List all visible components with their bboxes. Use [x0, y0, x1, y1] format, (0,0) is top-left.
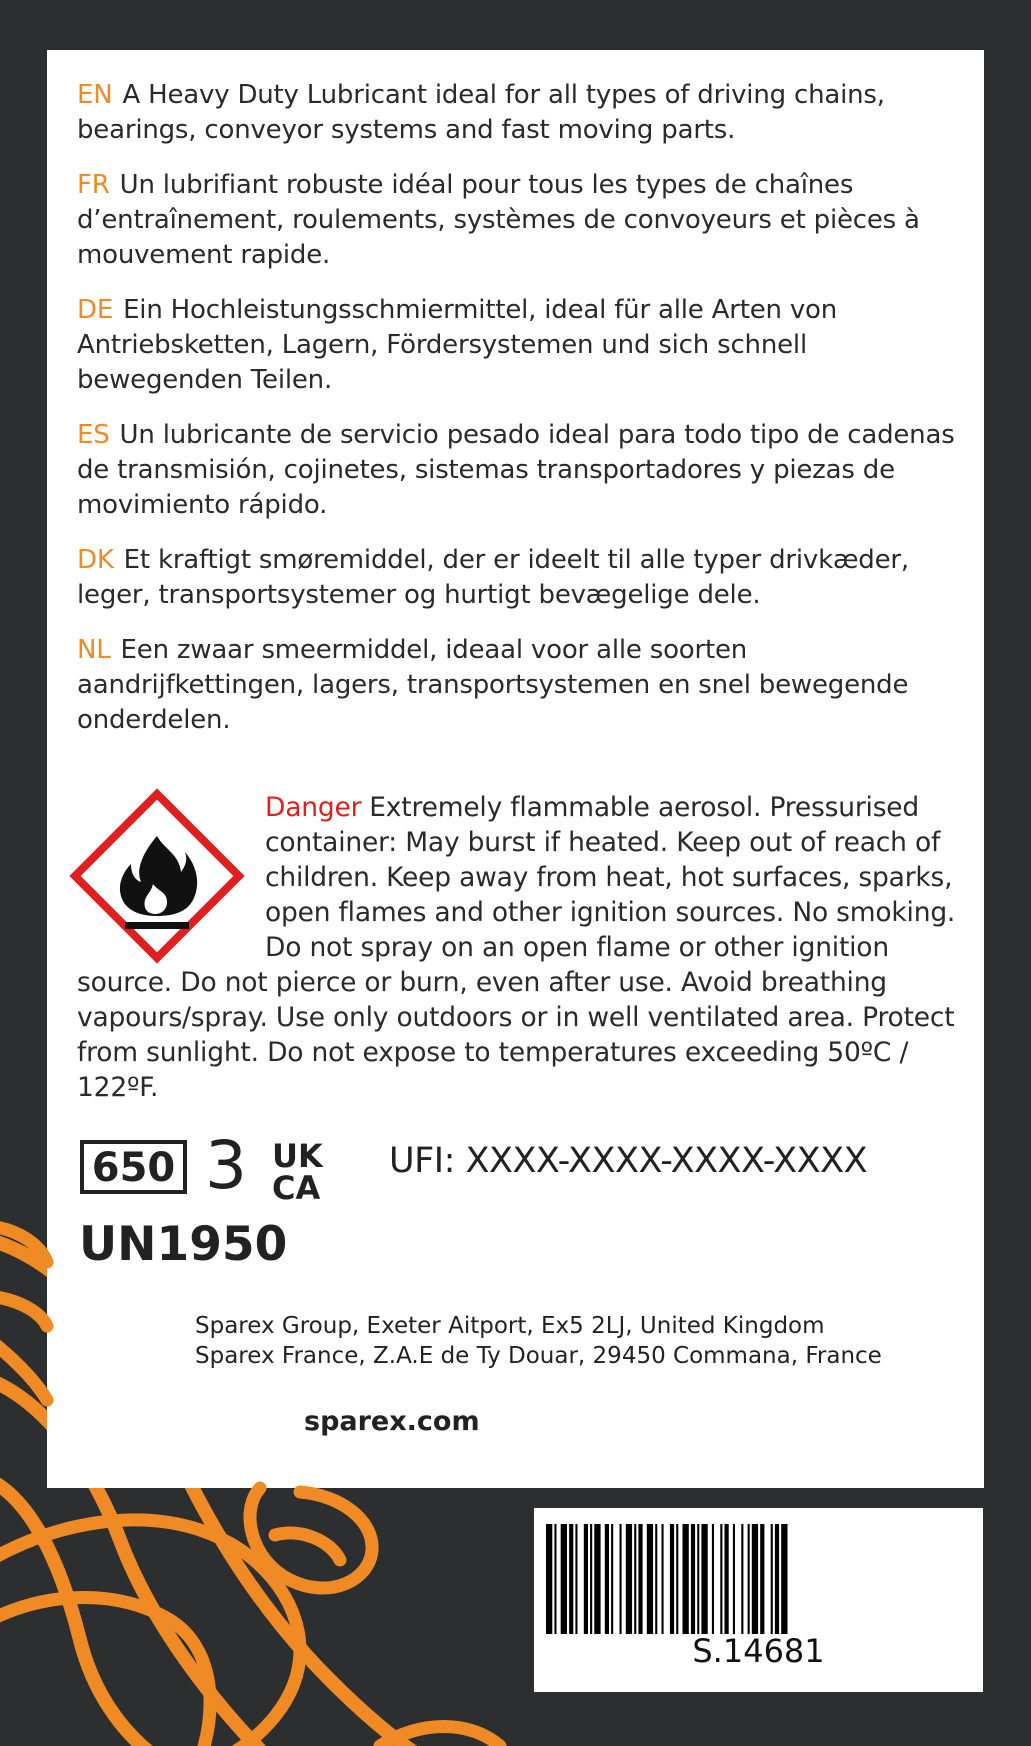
barcode-bar	[594, 1524, 600, 1634]
barcode-bars	[544, 1524, 974, 1634]
description-nl	[77, 633, 964, 738]
language-code: DK	[77, 545, 114, 575]
product-label	[47, 50, 984, 1488]
barcode-bar	[561, 1524, 567, 1634]
language-code: FR	[77, 170, 110, 200]
barcode-bar	[683, 1524, 689, 1634]
hazard-text: Extremely flammable aerosol. Pressurised container: May burst if heated. Keep out of reach of children. Keep away from heat, hot surfaces, sparks, open flames and other ignition sources. No smoking. Do not spray on an open flame or other ignition source. Do not pierce or burn, even after use. Avoid breathing vapours/spray. Use only outdoors or in well ventilated area. Protect from sunlight. Do not expose to temperatures exceeding 50ºC / 122ºF.	[77, 792, 956, 1103]
barcode-bar	[781, 1524, 787, 1634]
barcode-bar	[771, 1524, 773, 1634]
barcode-bar	[760, 1524, 764, 1634]
description-text: Un lubrifiant robuste idéal pour tous les types de chaînes d’entraînement, roulements, systèmes de convoyeurs et pièces à mouvement rapide.	[77, 170, 920, 270]
barcode-bar	[611, 1524, 613, 1634]
barcode-bar	[605, 1524, 609, 1634]
barcode-bar	[569, 1524, 573, 1634]
barcode-bar	[701, 1524, 707, 1634]
ufi-code: UFI: XXXX-XXXX-XXXX-XXXX	[389, 1141, 868, 1181]
barcode-bar	[662, 1524, 664, 1634]
barcode-bar	[691, 1524, 695, 1634]
marks-row	[77, 1127, 964, 1207]
language-code: DE	[77, 295, 114, 325]
description-text: Un lubricante de servicio pesado ideal para todo tipo de cadenas de transmisión, cojinetes, sistemas transportadores y piezas de movimiento rápido.	[77, 420, 955, 520]
barcode-bar	[775, 1524, 779, 1634]
barcode-bar	[676, 1524, 678, 1634]
address-line-1: Sparex Group, Exeter Aitport, Ex5 2LJ, United Kingdom	[195, 1313, 825, 1339]
barcode-bar	[620, 1524, 622, 1634]
barcode-bar	[733, 1524, 735, 1634]
barcode-bar	[697, 1524, 699, 1634]
description-fr	[77, 168, 964, 273]
barcode-bar	[584, 1524, 588, 1634]
signal-word: Danger	[265, 792, 362, 823]
ukca-mark	[272, 1139, 338, 1201]
barcode-bar	[638, 1524, 642, 1634]
address-line-2: Sparex France, Z.A.E de Ty Douar, 29450 Commana, France	[195, 1343, 882, 1369]
barcode-bar	[575, 1524, 577, 1634]
flame-icon	[69, 788, 245, 964]
description-text: Et kraftigt smøremiddel, der er ideelt til alle typer drivkæder, leger, transportsystemer og hurtigt bevægelige dele.	[77, 545, 909, 610]
description-list	[77, 78, 964, 738]
barcode-bar	[741, 1524, 743, 1634]
description-text: Ein Hochleistungsschmiermittel, ideal für alle Arten von Antriebsketten, Lagern, Fördersystemen und sich schnell bewegenden Teilen.	[77, 295, 838, 395]
language-code: NL	[77, 635, 111, 665]
language-code: EN	[77, 80, 113, 110]
description-text: Een zwaar smeermiddel, ideaal voor alle soorten aandrijfkettingen, lagers, transportsystemen en snel bewegende onderdelen.	[77, 635, 909, 735]
ukca-top: UK	[272, 1139, 323, 1175]
website-link[interactable]: sparex.com	[304, 1406, 480, 1437]
un-number: UN1950	[79, 1217, 288, 1272]
description-en	[77, 78, 964, 148]
address-block	[195, 1311, 964, 1371]
barcode-bar	[655, 1524, 657, 1634]
description-text: A Heavy Duty Lubricant ideal for all types of driving chains, bearings, conveyor systems and fast moving parts.	[77, 80, 885, 145]
barcode-bar	[670, 1524, 674, 1634]
three-mark: 3	[205, 1127, 247, 1204]
barcode-bar	[634, 1524, 636, 1634]
ukca-bottom: CA	[272, 1169, 321, 1201]
barcode-bar	[554, 1524, 556, 1634]
barcode-bar	[590, 1524, 592, 1634]
description-es	[77, 418, 964, 523]
description-dk	[77, 543, 964, 613]
barcode-bar	[720, 1524, 722, 1634]
barcode-bar	[712, 1524, 714, 1634]
barcode-bar	[748, 1524, 750, 1634]
hazard-block	[77, 790, 964, 1105]
volume-mark: 650	[80, 1140, 187, 1194]
barcode-bar	[725, 1524, 729, 1634]
barcode	[534, 1508, 983, 1692]
barcode-bar	[647, 1524, 653, 1634]
barcode-bar	[546, 1524, 552, 1634]
description-de	[77, 293, 964, 398]
language-code: ES	[77, 420, 110, 450]
barcode-bar	[752, 1524, 758, 1634]
barcode-bar	[626, 1524, 632, 1634]
barcode-sku: S.14681	[692, 1632, 825, 1670]
